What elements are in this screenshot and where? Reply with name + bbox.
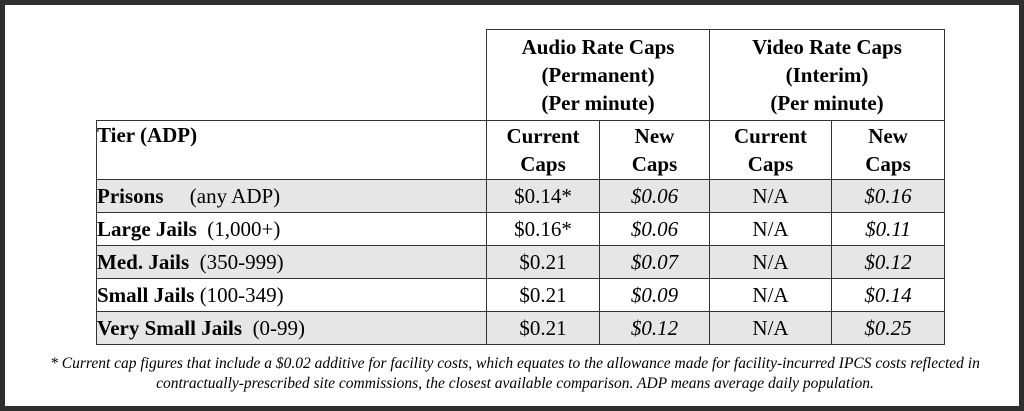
tier-cell [97,279,487,312]
video-current-cell: N/A [710,312,832,345]
audio-new-caps-header: New Caps [600,121,710,180]
video-new-cell: $0.11 [832,213,945,246]
empty-corner-cell [97,30,487,121]
video-current-caps-header: Current Caps [710,121,832,180]
tier-name: Large Jails [97,217,197,241]
video-new-cell: $0.25 [832,312,945,345]
video-new-cell: $0.14 [832,279,945,312]
document-page [5,5,1019,406]
video-current-cell: N/A [710,213,832,246]
video-new-caps-header: New Caps [832,121,945,180]
tier-range: (350-999) [199,250,284,274]
table-row [97,312,945,345]
audio-current-caps-header: Current Caps [487,121,600,180]
tier-column-header: Tier (ADP) [97,121,487,180]
tier-name: Prisons [97,184,164,208]
audio-current-cell: $0.21 [487,279,600,312]
footnote: * Current cap figures that include a $0.02 additive for facility costs, which equates to the allowance made for facility-incurred IPCS costs reflected in contractually-prescribed site commissions, the closest available comparison. ADP means average daily population. [50,355,980,392]
video-current-cell: N/A [710,180,832,213]
audio-new-cell: $0.09 [600,279,710,312]
tier-range: (0-99) [252,316,306,340]
audio-rate-caps-header: Audio Rate Caps (Permanent) (Per minute) [487,30,710,121]
tier-cell [97,312,487,345]
tier-name: Med. Jails [97,250,190,274]
tier-name: Very Small Jails [97,316,243,340]
table-row [97,246,945,279]
audio-current-cell: $0.21 [487,246,600,279]
tier-cell [97,180,487,213]
rate-caps-table [96,29,945,345]
audio-new-cell: $0.06 [600,180,710,213]
column-header-row [97,121,945,180]
video-rate-caps-header: Video Rate Caps (Interim) (Per minute) [710,30,945,121]
audio-current-cell: $0.16* [487,213,600,246]
tier-range: (100-349) [199,283,284,307]
tier-cell [97,246,487,279]
video-new-cell: $0.12 [832,246,945,279]
audio-current-cell: $0.14* [487,180,600,213]
tier-name: Small Jails [97,283,195,307]
audio-new-cell: $0.12 [600,312,710,345]
table-row [97,180,945,213]
tier-range: (any ADP) [189,184,281,208]
video-current-cell: N/A [710,279,832,312]
audio-new-cell: $0.06 [600,213,710,246]
video-current-cell: N/A [710,246,832,279]
table-row [97,279,945,312]
table-row [97,213,945,246]
audio-current-cell: $0.21 [487,312,600,345]
video-new-cell: $0.16 [832,180,945,213]
tier-cell [97,213,487,246]
audio-new-cell: $0.07 [600,246,710,279]
tier-range: (1,000+) [207,217,281,241]
group-header-row [97,30,945,121]
